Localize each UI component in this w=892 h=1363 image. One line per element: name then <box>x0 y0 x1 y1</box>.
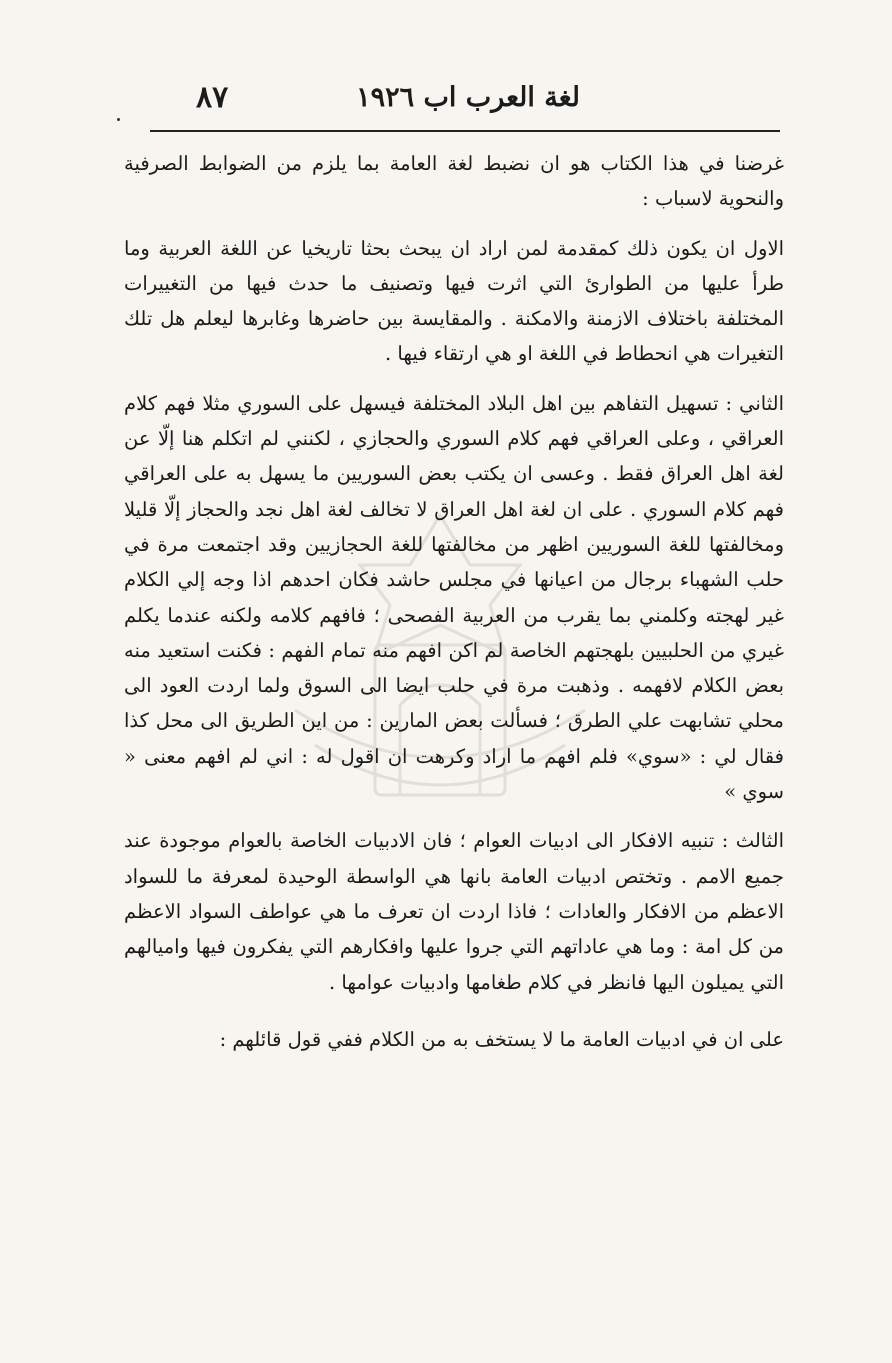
paragraph-third-reason: الثالث : تنبيه الافكار الى ادبيات العوام ؛ فان الادبيات الخاصة بالعوام موجودة عند جميع الامم . وتختص ادبيات العامة بانها هي الواسطة الوحيدة لمعرفة ما للسواد الاعظم من الافكار والعادات ؛ فاذا اردت ان تعرف ما هي عواطف السواد الاعظم من كل امة : وما هي عاداتهم التي جروا عليها وافكارهم التي يفكرون فيها واميالهم التي يميلون اليها فانظر في كلام طغامها وادبيات عوامها . <box>124 829 784 994</box>
scan-speck <box>117 118 120 121</box>
paragraph-intro: غرضنا في هذا الكتاب هو ان نضبط لغة العامة بما يلزم من الضوابط الصرفية والنحوية لاسباب : <box>124 152 784 211</box>
article-body <box>124 146 784 1071</box>
paragraph-first-reason: الاول ان يكون ذلك كمقدمة لمن اراد ان يبحث بحثا تاريخيا عن اللغة العربية وما طرأ عليها من الطوارئ التي اثرت فيها وتصنيف ما حدث فيها من التغييرات المختلفة باختلاف الازمنة والامكنة . والمقايسة بين حاضرها وغابرها ليعلم هل تلك التغيرات هي انحطاط في اللغة او هي ارتقاء فيها . <box>124 236 784 366</box>
running-title: لغة العرب اب ١٩٢٦ <box>356 82 580 113</box>
paragraph-closing: على ان في ادبيات العامة ما لا يستخف به من الكلام ففي قول قائلهم : <box>219 1027 784 1051</box>
page-header <box>150 76 780 124</box>
header-rule <box>150 130 780 132</box>
paragraph-second-reason: الثاني : تسهيل التفاهم بين اهل البلاد المختلفة فيسهل على السوري مثلا فهم كلام العراقي ، وعلى العراقي فهم كلام السوري والحجازي ، لكنني لم اتكلم هنا إلّا عن لغة اهل العراق فقط . وعسى ان يكتب بعض السوريين ما يسهل به على العراقي فهم كلام السوري . على ان لغة اهل العراق لا تخالف لغة اهل نجد والحجاز إلّا قليلا ومخالفتها للغة السوريين اظهر من مخالفتها للغة الحجازيين وقد اجتمعت مرة في حلب الشهباء برجال من اعيانها في مجلس حاشد فكان احدهم اذا وجه إلي الكلام غير لهجته وكلمني بما يقرب من العربية الفصحى ؛ فافهم كلامه ولكنه عندما يكلم غيري من الحلبيين بلهجتهم الخاصة لم اكن افهم منه تمام الفهم : فكنت استعيد منه بعض الكلام لافهمه . وذهبت مرة في حلب ايضا الى السوق ولما اردت العود الى محلي تشابهت علي الطرق ؛ فسألت بعض المارين : من اين الطريق الى محل كذا فقال لي : «سوي» فلم افهم ما اراد وكرهت ان اقول له : اني لم افهم معنى « سوي » <box>124 391 784 804</box>
page-number: ٨٧ <box>196 80 229 115</box>
